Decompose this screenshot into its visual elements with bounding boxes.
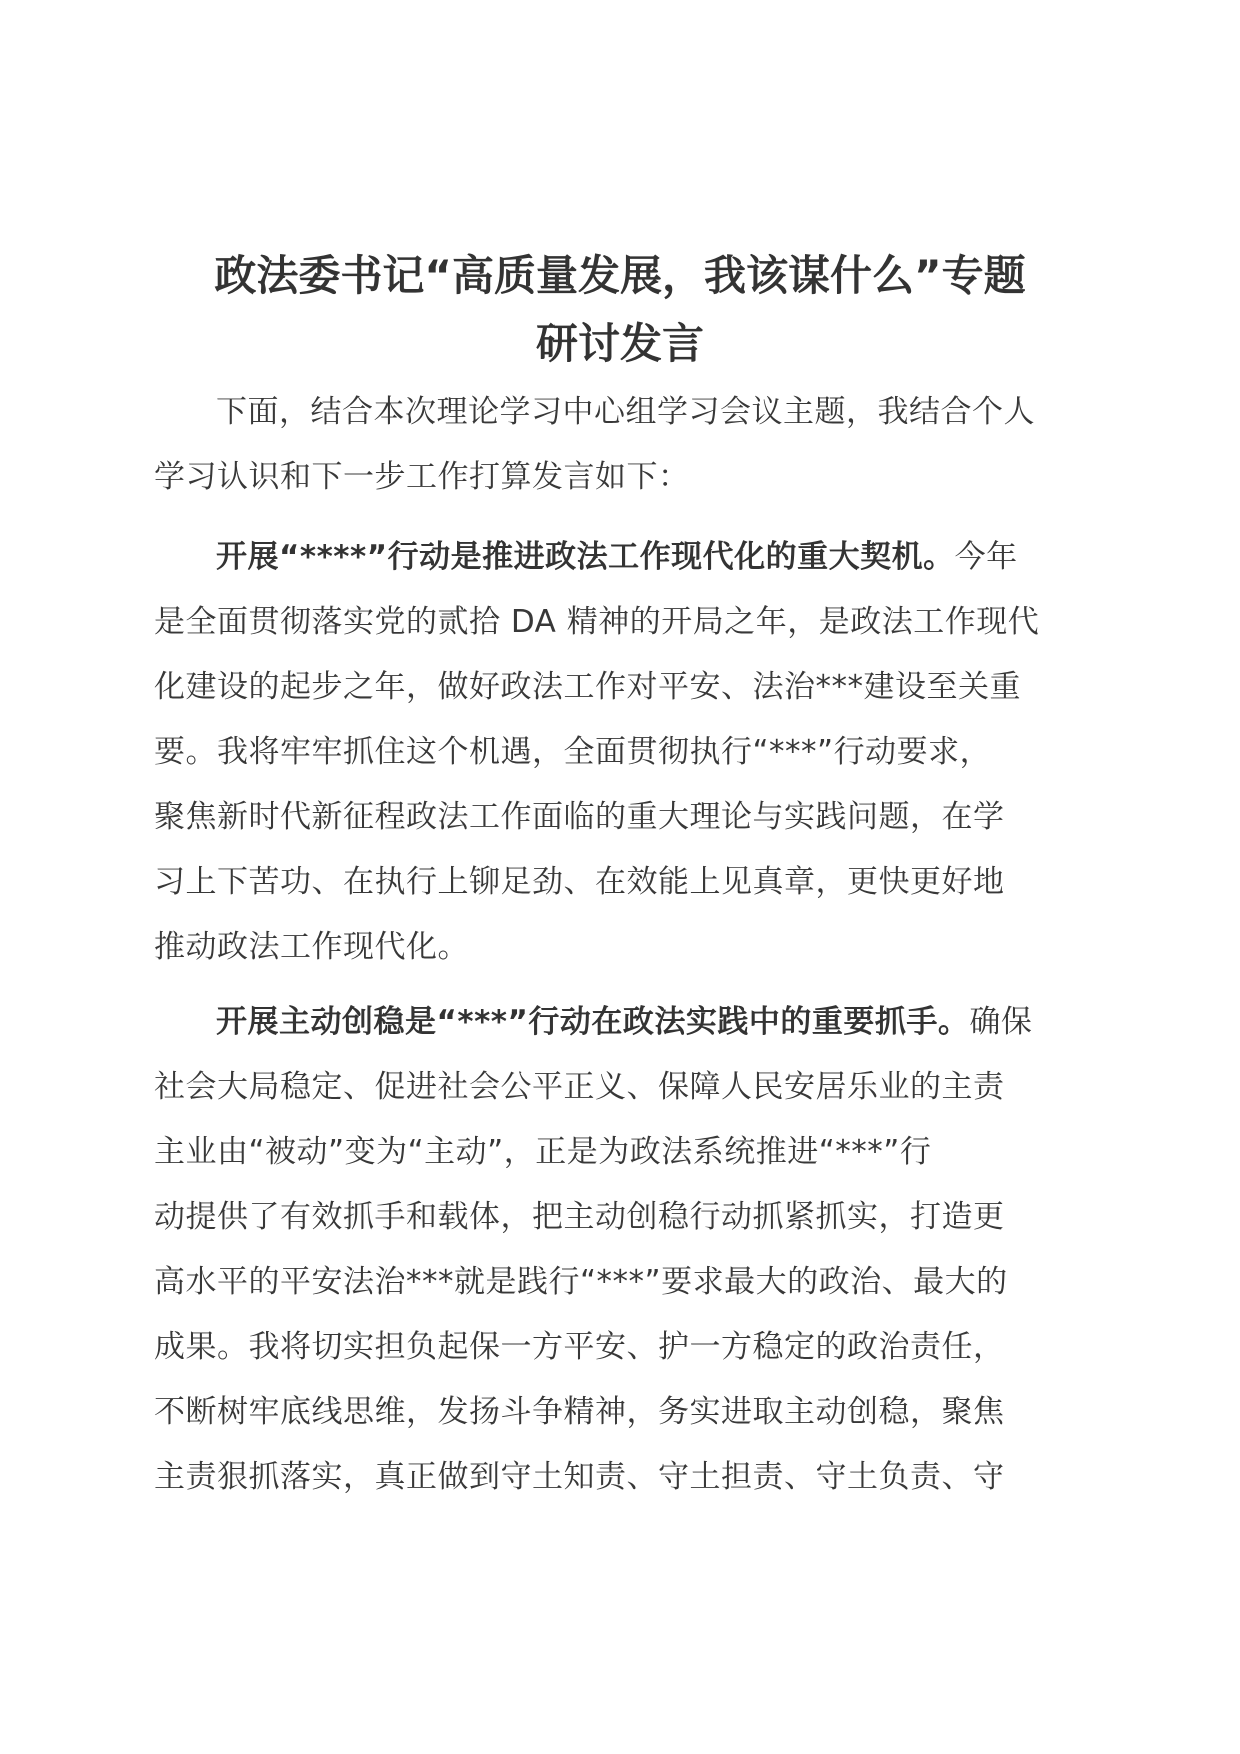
paragraph-line-rest: 今年 bbox=[954, 539, 1018, 575]
paragraph-line: 成果。我将切实担负起保一方平安、护一方稳定的政治责任， bbox=[154, 1329, 1005, 1365]
paragraph-line: 主责狠抓落实，真正做到守土知责、守土担责、守土负责、守 bbox=[154, 1459, 1005, 1495]
title-line-1: 政法委书记“高质量发展，我该谋什么”专题 bbox=[214, 251, 1026, 300]
paragraph-line: 推动政法工作现代化。 bbox=[154, 929, 469, 965]
paragraph-line: 是全面贯彻落实党的贰拾 DA 精神的开局之年，是政法工作现代 bbox=[154, 604, 1040, 640]
paragraph-modernization bbox=[154, 525, 1086, 980]
document-title bbox=[150, 242, 1090, 378]
title-line-2: 研讨发言 bbox=[535, 319, 704, 368]
paragraph-line: 习上下苦功、在执行上铆足劲、在效能上见真章，更快更好地 bbox=[154, 864, 1005, 900]
paragraph-line: 不断树牢底线思维，发扬斗争精神，务实进取主动创稳，聚焦 bbox=[154, 1394, 1005, 1430]
paragraph-line: 化建设的起步之年，做好政法工作对平安、法治***建设至关重 bbox=[154, 669, 1021, 705]
paragraph-first-line bbox=[154, 990, 1086, 1055]
paragraph-line: 学习认识和下一步工作打算发言如下： bbox=[154, 459, 690, 495]
paragraph-line: 下面，结合本次理论学习中心组学习会议主题，我结合个人 bbox=[216, 394, 1035, 430]
paragraph-line: 高水平的平安法治***就是践行“***”要求最大的政治、最大的 bbox=[154, 1264, 1008, 1300]
paragraph-lead-sentence: 开展“****”行动是推进政法工作现代化的重大契机。 bbox=[216, 539, 955, 575]
paragraph-line: 要。我将牢牢抓住这个机遇，全面贯彻执行“***”行动要求， bbox=[154, 734, 992, 770]
paragraph-line: 聚焦新时代新征程政法工作面临的重大理论与实践问题，在学 bbox=[154, 799, 1005, 835]
paragraph-intro bbox=[154, 380, 1086, 510]
paragraph-first-line bbox=[154, 525, 1086, 590]
paragraph-stability bbox=[154, 990, 1086, 1510]
paragraph-lead-sentence: 开展主动创稳是“***”行动在政法实践中的重要抓手。 bbox=[216, 1004, 970, 1040]
paragraph-line: 主业由“被动”变为“主动”，正是为政法系统推进“***”行 bbox=[154, 1134, 932, 1170]
paragraph-line: 动提供了有效抓手和载体，把主动创稳行动抓紧抓实，打造更 bbox=[154, 1199, 1005, 1235]
paragraph-line: 社会大局稳定、促进社会公平正义、保障人民安居乐业的主责 bbox=[154, 1069, 1005, 1105]
paragraph-line-rest: 确保 bbox=[969, 1004, 1033, 1040]
